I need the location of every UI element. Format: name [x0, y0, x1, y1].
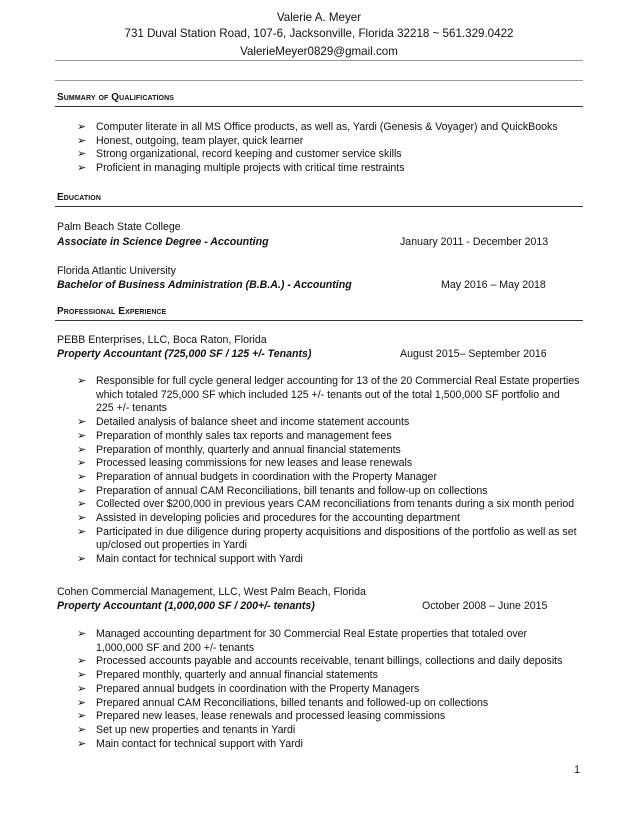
- bullet-text: Proficient in managing multiple projects with critical time restraints: [96, 162, 405, 175]
- bullet-text: Honest, outgoing, team player, quick learner: [96, 134, 304, 147]
- summary-list: [77, 121, 558, 176]
- bullet-item: [77, 375, 579, 416]
- bullet-text: Managed accounting department for 30 Commercial Real Estate properties that totaled over: [96, 628, 528, 640]
- job-duties-list: [77, 628, 562, 751]
- bullet-arrow-icon: ➢: [77, 553, 87, 566]
- bullet-item: [77, 430, 579, 444]
- bullet-arrow-icon: ➢: [77, 470, 87, 483]
- bullet-arrow-icon: ➢: [77, 655, 87, 668]
- bullet-item: [77, 710, 562, 724]
- summary-section-title: Summary of Qualifications: [57, 92, 174, 103]
- bullet-item: [77, 135, 558, 149]
- bullet-text: Detailed analysis of balance sheet and income statement accounts: [96, 416, 410, 429]
- bullet-item: [77, 724, 562, 738]
- bullet-item: [77, 738, 562, 752]
- bullet-text: Preparation of monthly sales tax reports and management fees: [96, 429, 392, 442]
- bullet-arrow-icon: ➢: [77, 723, 87, 736]
- bullet-item: [77, 655, 562, 669]
- job-dates: August 2015– September 2016: [400, 348, 547, 360]
- company-name: PEBB Enterprises, LLC, Boca Raton, Florida: [57, 334, 267, 346]
- school-name: Palm Beach State College: [57, 221, 181, 233]
- bullet-arrow-icon: ➢: [77, 525, 87, 538]
- bullet-arrow-icon: ➢: [77, 484, 87, 497]
- bullet-arrow-icon: ➢: [77, 162, 87, 175]
- experience-section-rule: [55, 320, 583, 321]
- bullet-text: Participated in due diligence during property acquisitions and dispositions of the portfolio as well as set: [96, 525, 577, 538]
- bullet-item: [77, 697, 562, 711]
- bullet-arrow-icon: ➢: [77, 134, 87, 147]
- bullet-text: Main contact for technical support with Yardi: [96, 737, 303, 750]
- applicant-email: ValerieMeyer0829@gmail.com: [240, 45, 398, 58]
- job-title: Property Accountant (1,000,000 SF / 200+/- tenants): [57, 600, 315, 612]
- education-section-title: Education: [57, 192, 101, 203]
- bullet-text: Collected over $200,000 in previous years CAM reconciliations from tenants during a six month period: [96, 498, 575, 511]
- bullet-item: [77, 512, 579, 526]
- bullet-arrow-icon: ➢: [77, 710, 87, 723]
- education-section-rule: [55, 206, 583, 207]
- bullet-text: Prepared annual CAM Reconciliations, billed tenants and followed-up on collections: [96, 696, 489, 709]
- bullet-arrow-icon: ➢: [77, 628, 87, 640]
- job-title: Property Accountant (725,000 SF / 125 +/- Tenants): [57, 348, 312, 360]
- bullet-arrow-icon: ➢: [77, 429, 87, 442]
- bullet-text: 1,000,000 SF and 200 +/- tenants: [96, 641, 255, 654]
- summary-section-rule: [55, 106, 583, 107]
- bullet-item: [77, 526, 579, 553]
- bullet-text: Assisted in developing policies and procedures for the accounting department: [96, 512, 460, 525]
- bullet-item: [77, 553, 579, 567]
- bullet-arrow-icon: ➢: [77, 443, 87, 456]
- bullet-text: Processed leasing commissions for new leases and lease renewals: [96, 457, 413, 470]
- bullet-arrow-icon: ➢: [77, 457, 87, 470]
- bullet-arrow-icon: ➢: [77, 682, 87, 695]
- bullet-text: Preparation of annual budgets in coordination with the Property Manager: [96, 470, 437, 483]
- bullet-arrow-icon: ➢: [77, 121, 87, 133]
- bullet-arrow-icon: ➢: [77, 416, 87, 429]
- education-dates: January 2011 - December 2013: [400, 236, 549, 248]
- bullet-arrow-icon: ➢: [77, 696, 87, 709]
- bullet-text: Processed accounts payable and accounts receivable, tenant billings, collections and daily deposits: [96, 655, 563, 668]
- bullet-item: [77, 457, 579, 471]
- bullet-item: [77, 683, 562, 697]
- bullet-arrow-icon: ➢: [77, 512, 87, 525]
- bullet-item: [77, 416, 579, 430]
- bullet-item: [77, 148, 558, 162]
- job-dates: October 2008 – June 2015: [422, 600, 548, 612]
- bullet-text: Main contact for technical support with Yardi: [96, 553, 303, 566]
- bullet-text: Responsible for full cycle general ledger accounting for 13 of the 20 Commercial Real Estate properties: [96, 375, 580, 387]
- bullet-item: [77, 162, 558, 176]
- bullet-item: [77, 628, 562, 655]
- bullet-item: [77, 669, 562, 683]
- bullet-text: Strong organizational, record keeping and customer service skills: [96, 148, 402, 161]
- school-name: Florida Atlantic University: [57, 265, 176, 277]
- bullet-text: Prepared annual budgets in coordination with the Property Managers: [96, 682, 420, 695]
- education-dates: May 2016 – May 2018: [441, 279, 546, 291]
- bullet-item: [77, 444, 579, 458]
- bullet-arrow-icon: ➢: [77, 375, 87, 387]
- bullet-text: which totaled 725,000 SF which included 125 +/- tenants out of the total 1,500,000 SF portfolio and: [96, 388, 560, 401]
- degree-title: Associate in Science Degree - Accounting: [57, 236, 269, 248]
- bullet-text: up/closed out properties in Yardi: [96, 539, 247, 552]
- bullet-text: 225 +/- tenants: [96, 402, 167, 415]
- bullet-arrow-icon: ➢: [77, 737, 87, 750]
- applicant-name: Valerie A. Meyer: [276, 11, 362, 24]
- applicant-address-phone: 731 Duval Station Road, 107-6, Jacksonville, Florida 32218 ~ 561.329.0422: [124, 27, 514, 40]
- degree-title: Bachelor of Business Administration (B.B.A.) - Accounting: [57, 279, 352, 291]
- bullet-arrow-icon: ➢: [77, 148, 87, 161]
- bullet-text: Computer literate in all MS Office products, as well as, Yardi (Genesis & Voyager) and QuickBooks: [96, 121, 558, 133]
- company-name: Cohen Commercial Management, LLC, West Palm Beach, Florida: [57, 586, 366, 598]
- experience-section-title: Professional Experience: [57, 306, 167, 317]
- bullet-text: Prepared monthly, quarterly and annual financial statements: [96, 669, 378, 682]
- bullet-arrow-icon: ➢: [77, 498, 87, 511]
- page-number: 1: [574, 764, 580, 776]
- header-divider-2: [55, 80, 583, 81]
- bullet-item: [77, 471, 579, 485]
- bullet-text: Prepared new leases, lease renewals and processed leasing commissions: [96, 710, 446, 723]
- bullet-text: Preparation of monthly, quarterly and annual financial statements: [96, 443, 401, 456]
- bullet-item: [77, 485, 579, 499]
- bullet-text: Set up new properties and tenants in Yardi: [96, 723, 296, 736]
- job-duties-list: [77, 375, 579, 567]
- bullet-text: Preparation of annual CAM Reconciliations, bill tenants and follow-up on collections: [96, 484, 488, 497]
- bullet-item: [77, 121, 558, 135]
- bullet-item: [77, 498, 579, 512]
- header-divider-1: [55, 60, 583, 61]
- bullet-arrow-icon: ➢: [77, 669, 87, 682]
- resume-header: [0, 10, 638, 60]
